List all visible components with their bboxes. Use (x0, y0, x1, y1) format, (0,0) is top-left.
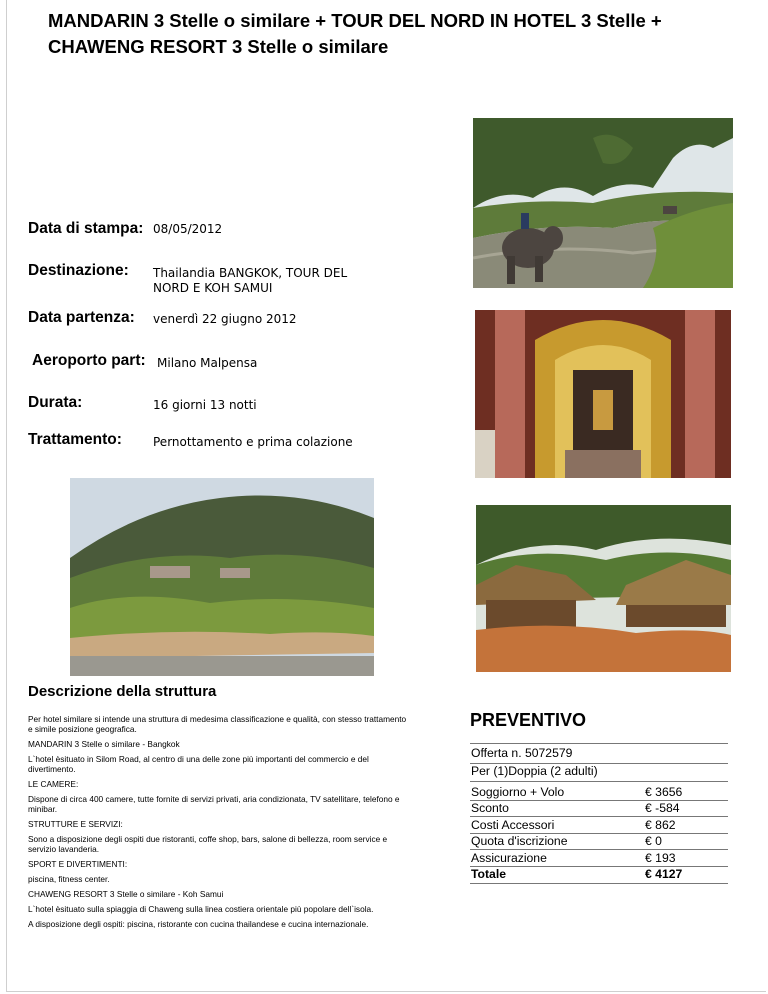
description-paragraph: CHAWENG RESORT 3 Stelle o similare - Koh Samui (28, 889, 224, 899)
price-value: € 3656 (645, 785, 683, 799)
description-paragraph: Per hotel similare si intende una struttura di medesima classificazione e qualità, con stesso trattamento e simile posizione geografica. (28, 714, 407, 734)
price-row (471, 851, 727, 867)
total-value: € 4127 (645, 867, 683, 881)
label-departure-airport: Aeroporto part: (32, 352, 146, 369)
description-paragraph: piscina, fitness center. (28, 874, 110, 884)
room-type (471, 764, 727, 780)
hill-village-photo (70, 478, 374, 676)
price-row (471, 834, 727, 850)
value-print-date: 08/05/2012 (153, 222, 223, 236)
label-departure-date: Data partenza: (28, 309, 135, 326)
room-type-text: Per (1)Doppia (2 adulti) (471, 764, 598, 778)
label-print-date: Data di stampa: (28, 220, 144, 237)
thatched-huts-photo (476, 505, 731, 672)
price-label: Quota d'iscrizione (471, 834, 568, 848)
price-label: Assicurazione (471, 851, 547, 865)
price-value: € 0 (645, 834, 662, 848)
value-departure-airport: Milano Malpensa (157, 356, 258, 370)
description-paragraph: LE CAMERE: (28, 779, 79, 789)
price-value: € -584 (645, 801, 680, 815)
price-label: Costi Accessori (471, 818, 555, 832)
description-paragraph: L`hotel èsituato in Silom Road, al centro di una delle zone più importanti del commercio e del divertimento. (28, 754, 369, 774)
price-row (471, 801, 727, 817)
description-paragraph: Sono a disposizione degli ospiti due ristoranti, coffe shop, bars, salone di bellezza, room service e servizio lavanderia. (28, 834, 388, 854)
description-paragraph: SPORT E DIVERTIMENTI: (28, 859, 128, 869)
page-title: MANDARIN 3 Stelle o similare + TOUR DEL NORD IN HOTEL 3 Stelle + CHAWENG RESORT 3 Stelle o similare (48, 10, 662, 57)
price-label: Sconto (471, 801, 509, 815)
offer-number (471, 746, 727, 762)
divider (470, 816, 728, 817)
total-label: Totale (471, 867, 506, 881)
value-board: Pernottamento e prima colazione (153, 435, 353, 449)
price-label: Soggiorno + Volo (471, 785, 565, 799)
label-destination: Destinazione: (28, 262, 129, 279)
divider (470, 883, 728, 884)
description-paragraph: MANDARIN 3 Stelle o similare - Bangkok (28, 739, 180, 749)
preventivo-title: PREVENTIVO (470, 710, 587, 730)
total-row (471, 867, 727, 883)
divider (470, 743, 728, 744)
price-row (471, 785, 727, 801)
offer-number-text: Offerta n. 5072579 (471, 746, 573, 760)
elephant-river-photo (473, 118, 733, 288)
label-duration: Durata: (28, 394, 83, 411)
description-paragraph: L`hotel èsituato sulla spiaggia di Chaweng sulla linea costiera orientale più popolare dell`isola. (28, 904, 374, 914)
description-paragraph: A disposizione degli ospiti: piscina, ristorante con cucina thailandese e cucina internazionale. (28, 919, 369, 929)
temple-doorway-photo (475, 310, 731, 478)
label-board: Trattamento: (28, 431, 122, 448)
description-body (28, 714, 408, 934)
price-value: € 862 (645, 818, 676, 832)
description-paragraph: STRUTTURE E SERVIZI: (28, 819, 123, 829)
description-paragraph: Dispone di circa 400 camere, tutte fornite di servizi privati, aria condizionata, TV satellitare, telefono e minibar. (28, 794, 400, 814)
value-destination: Thailandia BANGKOK, TOUR DEL NORD E KOH SAMUI (153, 266, 348, 295)
price-value: € 193 (645, 851, 676, 865)
value-departure-date: venerdì 22 giugno 2012 (153, 312, 297, 326)
value-duration: 16 giorni 13 notti (153, 398, 257, 412)
divider (470, 781, 728, 782)
divider (470, 849, 728, 850)
price-row (471, 818, 727, 834)
description-title: Descrizione della struttura (28, 683, 217, 700)
